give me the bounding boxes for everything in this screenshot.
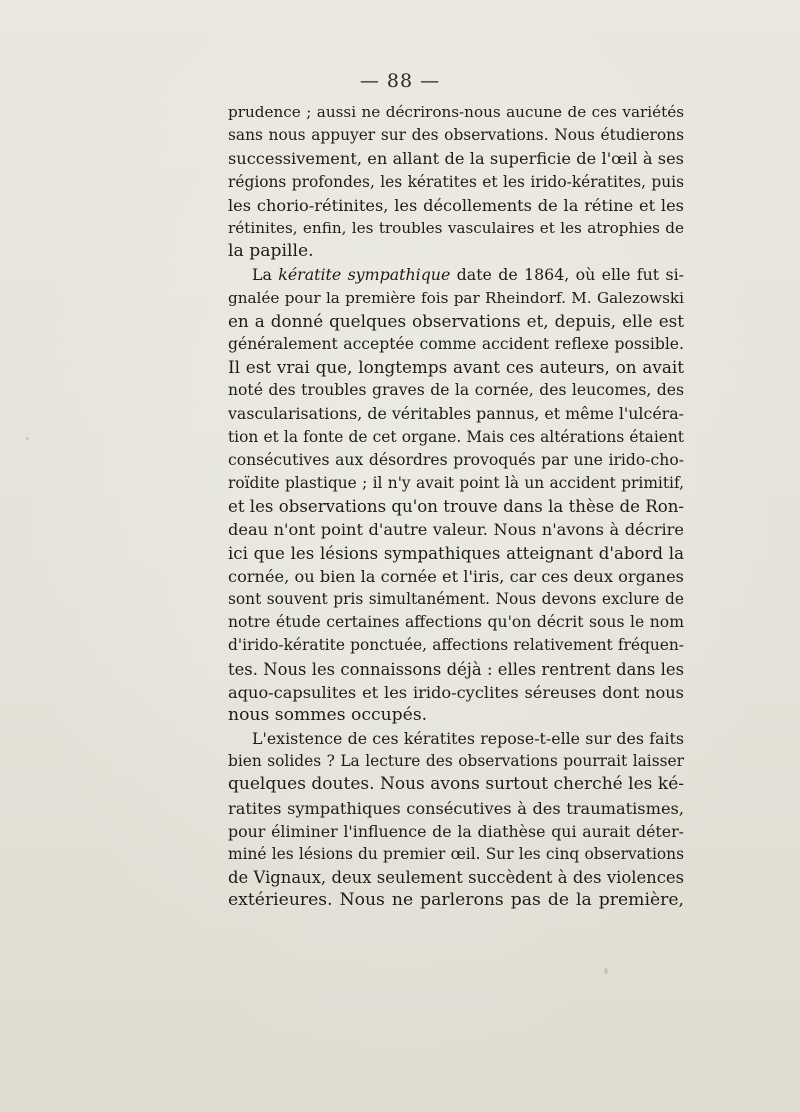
text-line: sans nous appuyer sur des observations. Nous étudierons: [228, 126, 684, 145]
text-line: nous sommes occupés.: [228, 704, 428, 725]
text-line: aquo-capsulites et les irido-cyclites séreuses dont nous: [228, 682, 684, 702]
text-line: ratites sympathiques consécutives à des traumatismes,: [228, 798, 684, 818]
text-line: miné les lésions du premier œil. Sur les cinq observations: [228, 845, 684, 863]
text-line: tion et la fonte de cet organe. Mais ces altérations étaient: [228, 427, 684, 446]
body-text: [228, 101, 684, 913]
text-line: rétinites, enfin, les troubles vasculaires et les atrophies de: [228, 218, 684, 237]
text-line: la papille.: [228, 241, 314, 262]
text-line: consécutives aux désordres provoqués par une irido-cho-: [228, 450, 684, 469]
text-line: bien solides ? La lecture des observations pourrait laisser: [228, 752, 684, 771]
italic-term: kératite sympathique: [278, 265, 451, 285]
paper-spot: [604, 968, 608, 974]
text-line-end: date de 1864, où elle fut si-: [450, 265, 684, 285]
text-line: Il est vrai que, longtemps avant ces auteurs, on avait: [228, 357, 684, 378]
text-line: vascularisations, de véritables pannus, et même l'ulcéra-: [228, 404, 684, 424]
text-line: cornée, ou bien la cornée et l'iris, car ces deux organes: [228, 566, 684, 586]
text-line: ici que les lésions sympathiques atteignant d'abord la: [228, 543, 684, 563]
text-line: notre étude certaines affections qu'on décrit sous le nom: [228, 613, 684, 632]
text-line: extérieures. Nous ne parlerons pas de la première,: [228, 890, 684, 911]
text-line: deau n'ont point d'autre valeur. Nous n'avons à décrire: [228, 520, 684, 540]
text-line: en a donné quelques observations et, depuis, elle est: [228, 310, 684, 331]
text-line: de Vignaux, deux seulement succèdent à des violences: [228, 868, 684, 888]
text-line: roïdite plastique ; il n'y avait point là un accident primitif,: [228, 474, 684, 492]
text-line: tes. Nous les connaissons déjà : elles rentrent dans les: [228, 659, 684, 679]
text-line: prudence ; aussi ne décrirons-nous aucune de ces variétés: [228, 103, 684, 121]
text-line: d'irido-kératite ponctuée, affections relativement fréquen-: [228, 636, 684, 655]
text-line: pour éliminer l'influence de la diathèse qui aurait déter-: [228, 821, 684, 841]
text-line: généralement acceptée comme accident reflexe possible.: [228, 334, 684, 353]
text-line: L'existence de ces kératites repose-t-elle sur des faits: [252, 729, 684, 749]
text-line: les chorio-rétinites, les décollements de la rétine et les: [228, 195, 684, 215]
text-line: successivement, en allant de la superficie de l'œil à ses: [228, 149, 684, 169]
text-line: sont souvent pris simultanément. Nous devons exclure de: [228, 589, 684, 608]
text-line: noté des troubles graves de la cornée, des leucomes, des: [228, 381, 684, 400]
page-number: — 88 —: [359, 70, 441, 92]
text-line: gnalée pour la première fois par Rheindorf. M. Galezowski: [228, 288, 684, 307]
text-line: régions profondes, les kératites et les irido-kératites, puis: [228, 172, 684, 191]
text-line: quelques doutes. Nous avons surtout cherché les ké-: [228, 774, 684, 795]
text-line: et les observations qu'on trouve dans la thèse de Ron-: [228, 497, 684, 517]
text-line: [228, 263, 684, 286]
text-line-start: La: [252, 265, 279, 285]
paper-spot: [26, 437, 29, 440]
